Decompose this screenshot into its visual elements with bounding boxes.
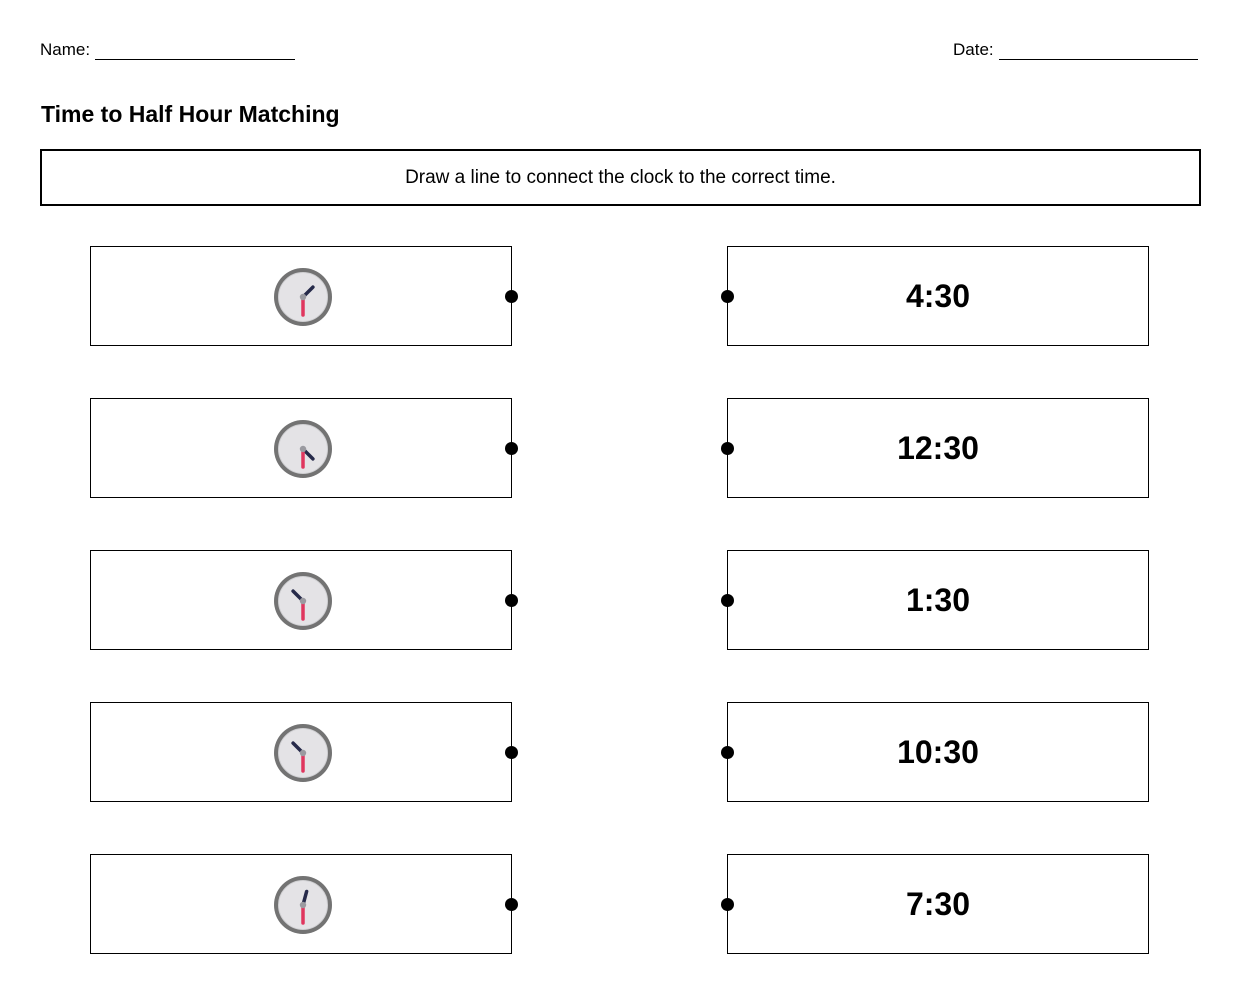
match-dot-left[interactable]: [505, 746, 518, 759]
match-dot-left[interactable]: [505, 442, 518, 455]
match-dot-left[interactable]: [505, 290, 518, 303]
match-dot-right[interactable]: [721, 898, 734, 911]
clock-center-pin: [300, 446, 306, 452]
time-card-5: [727, 854, 1149, 954]
time-card-3: [727, 550, 1149, 650]
clock-card-4: [90, 702, 512, 802]
clock-card-2: [90, 398, 512, 498]
worksheet-title: Time to Half Hour Matching: [41, 101, 340, 127]
date-blank-line[interactable]: [999, 45, 1198, 60]
time-label: 4:30: [905, 277, 971, 314]
clock-icon: [273, 267, 333, 327]
clock-center-pin: [300, 294, 306, 300]
clock-icon: [273, 723, 333, 783]
clock-card-5: [90, 854, 512, 954]
time-label: 10:30: [897, 733, 979, 770]
time-label: 1:30: [905, 581, 971, 618]
match-dot-left[interactable]: [505, 594, 518, 607]
match-dot-left[interactable]: [505, 898, 518, 911]
time-card-1: [727, 246, 1149, 346]
time-card-2: [727, 398, 1149, 498]
clock-card-3: [90, 550, 512, 650]
clock-icon: [273, 875, 333, 935]
clock-icon: [273, 419, 333, 479]
instructions-box: [40, 149, 1201, 206]
clock-card-1: [90, 246, 512, 346]
name-field[interactable]: [40, 40, 295, 60]
match-dot-right[interactable]: [721, 746, 734, 759]
name-label: Name:: [40, 40, 91, 59]
time-card-4: [727, 702, 1149, 802]
match-dot-right[interactable]: [721, 594, 734, 607]
time-label: 12:30: [897, 429, 979, 466]
clock-center-pin: [300, 902, 306, 908]
clock-icon: [273, 571, 333, 631]
clock-center-pin: [300, 598, 306, 604]
instructions-text: Draw a line to connect the clock to the correct time.: [405, 166, 836, 188]
clock-center-pin: [300, 750, 306, 756]
time-label: 7:30: [905, 885, 971, 922]
date-field[interactable]: [953, 40, 1198, 60]
name-blank-line[interactable]: [95, 45, 295, 60]
date-label: Date:: [953, 40, 994, 59]
match-dot-right[interactable]: [721, 442, 734, 455]
match-dot-right[interactable]: [721, 290, 734, 303]
